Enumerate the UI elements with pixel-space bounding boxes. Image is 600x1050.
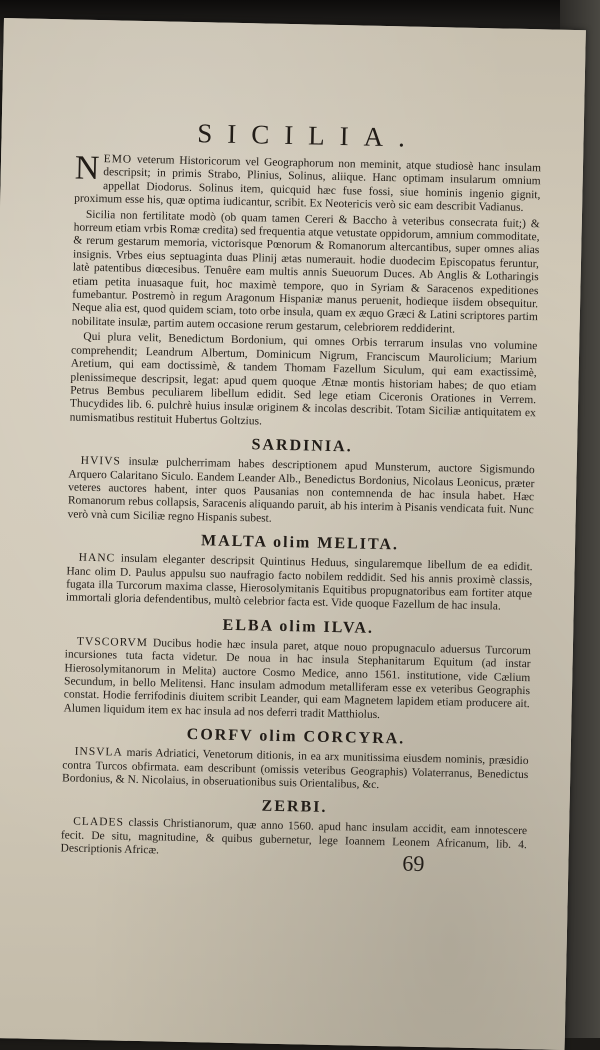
lead-word: CLADES — [73, 816, 125, 830]
section-title: ZERBI. — [261, 798, 328, 817]
section-corfu — [62, 724, 529, 796]
paragraph — [66, 552, 533, 615]
drop-capital: N — [74, 149, 100, 188]
lead-word: HVIVS — [80, 454, 122, 468]
page-content — [60, 116, 541, 868]
paragraph — [67, 455, 534, 532]
paragraph — [63, 635, 531, 725]
paragraph — [62, 746, 529, 796]
page-number: 69 — [402, 850, 425, 876]
paragraph-text: Ducibus hodie hæc insula paret, atque nouo propugnaculo aduersus Turcorum incursiones tuta facta videtur. De noua in hac insula Stephanitarum Equitum (ad instar Hierosolymitanorum in Melita) auctore Cosmo Medice, anno 1561. institutione, vide Cælium Secundum, in bello Melitensi. Hanc insulam admodum metalliferam esse ex veteribus Geographis constat. Hodie ferrifodinis diuitem scribit Leander, qui eam Magnetem lapidem etiam producere ait. Alumen liquidum item ex hac insula ad nos deferri tradit Matthiolus. — [63, 637, 532, 721]
paragraph-text: veterum Historicorum vel Geographorum non meminit, atque studiosè hanc insulam descripsit; in primis Strabo, Plinius, Solinus, aliique. Hanc optimam insularum omnium appellat Diodorus. Solinus item, quicquid hæc fuse fossi, siue hominis ingenio gignit, proximum esse his, quæ optima iudicantur, scribit. Ex Neotericis verò sic eam describit Vadianus. — [74, 153, 542, 215]
paragraph — [74, 149, 542, 216]
book-page — [0, 18, 586, 1050]
section-title: SARDINIA. — [251, 436, 353, 456]
paragraph-text: maris Adriatici, Venetorum ditionis, in ea arx munitissima eiusdem nominis, præsidio contra Turcos obfirmata. eam describunt (omissis veteribus Geographis) Volaterranus, Benedictus Bordonius, & N. Nicolaius, in obseruationibus suis Orientalibus, &c. — [61, 746, 529, 792]
paragraph-text: classis Christianorum, quæ anno 1560. apud hanc insulam accidit, eam innotescere fecit. De situ, magnitudine, & quibus gubernetur, lege Ioannem Leonem Africanum, lib. 4. Descriptionis Africæ. — [60, 817, 528, 857]
section-zerbi — [60, 794, 527, 866]
section-title: CORFV olim CORCYRA. — [186, 726, 406, 748]
section-malta — [66, 530, 533, 615]
lead-word: TVSCORVM — [76, 635, 149, 649]
lead-word: EMO — [103, 153, 133, 166]
section-elba — [63, 613, 531, 725]
lead-word: HANC — [78, 551, 116, 565]
section-sardinia — [67, 433, 535, 532]
section-title: MALTA olim MELITA. — [200, 532, 400, 554]
paragraph: Sicilia non fertilitate modò (ob quam tamen Cereri & Baccho à veteribus consecrata fuit;) & horreum etiam vrbis Romæ credita) sed frequentia atque vetustate oppidorum, amnium commoditate, & rerum gestarum memoria, victorisque Pœnorum & Romanorum altercantibus, super omnes alias insignis. Vrbes eius septuaginta duas Plinij ætas numerauit. hodie duodecim Episcopatus feruntur, latè patentibus diœcesibus. Tenuêre eam multis annis Sueuorum Duces. Ab Anglis & Lotharingis etiam petita inuasaque fuit, hoc maximè tempore, quo in Syriam & Saracenos expeditiones fumebantur. Postremò in regum Aragonum Hispaniæ manus peruenit, hodieque iisdem obsequitur. Neque alia est, quod quidem sciam, toto orbe insula, quam ex æquo Græci & Latini scriptores partim nobilitate insulæ, partim autem occasione rerum gestarum, celebriorem reddiderint. — [71, 208, 540, 336]
paragraph — [60, 816, 527, 866]
section-sicilia — [69, 149, 542, 435]
paragraph: Qui plura velit, Benedictum Bordonium, qui omnes Orbis terrarum insulas vno volumine comprehendit; Leandrum Albertum, Dominicum Nigrum, Franciscum Maurolicium; Marium Aretium, qui eam doctissimè, & tandem Thomam Fazellum Siculum, qui eam exactissimè, plenissimeque descripsit, legat: apud quem quoque Ætnæ montis historiam habes; de quo etiam Petrus Bembus peculiarem libellum edidit. Sed lege etiam Ciceronis Orationes in Verrem. Thucydides lib. 6. pulchrè huius insulæ originem & incolas describit. Totam Siciliæ antiquitatem ex numismatibus restituit Hubertus Goltzius. — [69, 331, 538, 428]
paragraph-text: insulæ pulcherrimam habes descriptionem apud Munsterum, auctore Sigismundo Arquero Calaritano Siculo. Eandem Leander Alb., Benedictus Bordonius, Nicolaus Leonicus, præter veteres auctores habent, inter quos Pausanias non contemnenda de hac insula habet. Hæc Romanorum rebus collapsis, Saracenis aliquando paruit, ab his interim à Pisanis vendicata fuit. Nunc verò vnà cum Siciliæ regno Hispanis subest. — [67, 455, 535, 525]
paragraph-text: insulam eleganter descripsit Quintinus Heduus, singularemque libellum de ea edidit. Hanc olim D. Paulus appulsu suo naufragio facto nobilem reddidit. Sed his annis proximè classis, fugata illa Turcorum maxima classe, Hierosolymitanis Equitibus propugnatoribus eam fortiter atque immortali gloria defendentibus, multò celebrior facta est. Vide quoque Fazellum de hac insula. — [65, 552, 533, 613]
page-title: SICILIA. — [196, 118, 421, 153]
section-title: ELBA olim ILVA. — [222, 616, 375, 637]
lead-word: INSVLA — [74, 745, 123, 759]
